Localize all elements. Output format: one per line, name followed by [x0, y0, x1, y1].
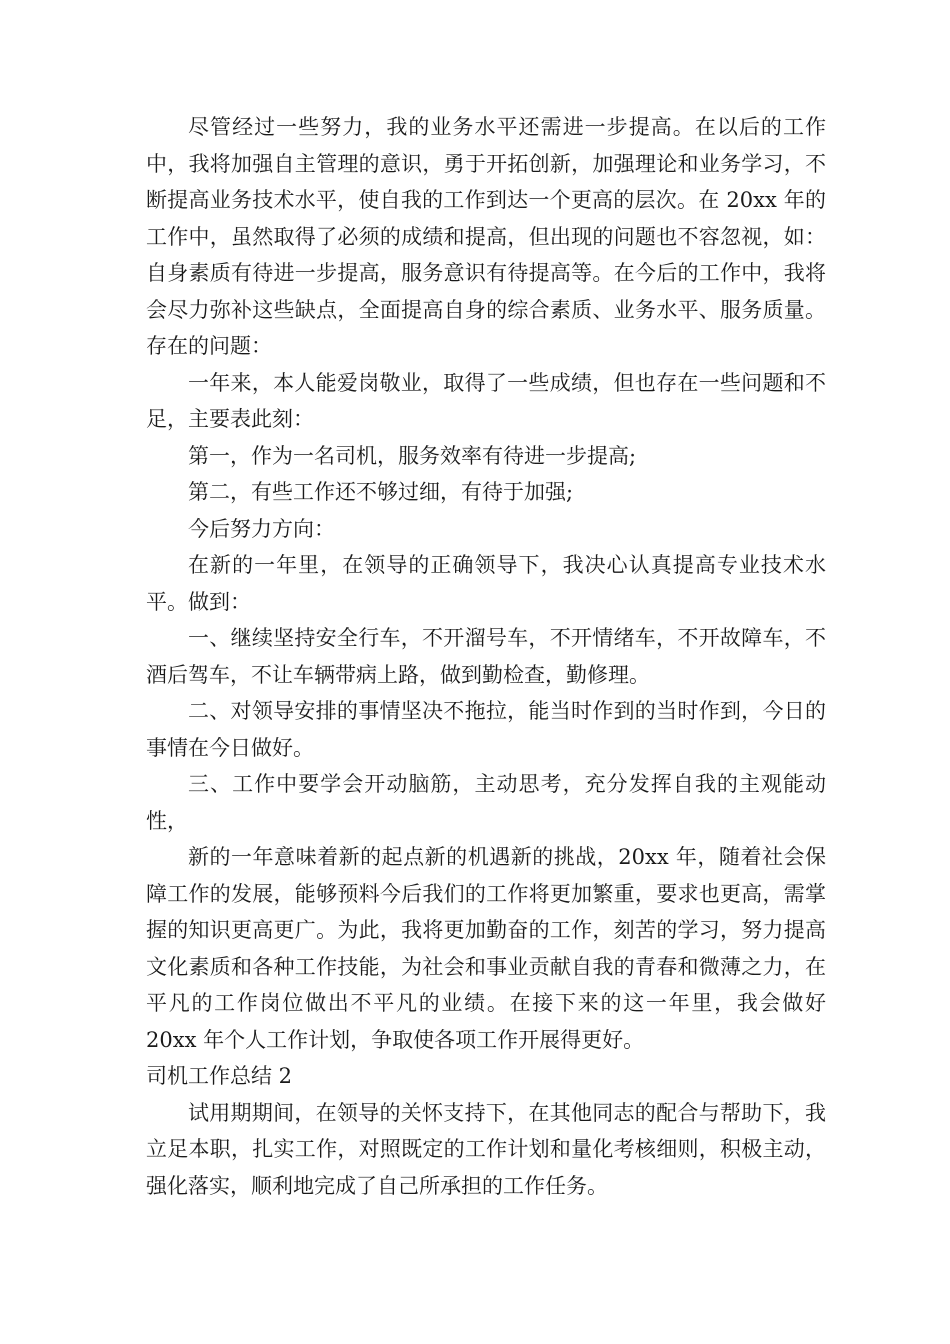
paragraph-issue-second: 第二，有些工作还不够过细，有待于加强; — [188, 480, 574, 504]
paragraph-point-one: 一、继续坚持安全行车，不开溜号车，不开情绪车，不开故障车，不酒后驾车，不让车辆带病上路，做到勤检查，勤修理。 — [146, 626, 826, 687]
paragraph-issue-first: 第一，作为一名司机，服务效率有待进一步提高; — [188, 443, 637, 468]
paragraph-point-two: 二、对领导安排的事情坚决不拖拉，能当时作到的当时作到，今日的事情在今日做好。 — [146, 699, 826, 760]
document-body — [146, 109, 826, 1204]
section-heading: 司机工作总结 2 — [146, 1064, 293, 1088]
paragraph-self-improvement: 尽管经过一些努力，我的业务水平还需进一步提高。在以后的工作中，我将加强自主管理的意识，勇于开拓创新，加强理论和业务学习，不断提高业务技术水平，使自我的工作到达一个更高的层次。在 20xx 年的工作中，虽然取得了必须的成绩和提高，但出现的问题也不容忽视，如：自身素质有待进一步提高，服务意识有待提高等。在今后的工作中，我将会尽力弥补这些缺点，全面提高自身的综合素质、业务水平、服务质量。存在的问题： — [146, 115, 826, 358]
paragraph-new-year-goal: 在新的一年里，在领导的正确领导下，我决心认真提高专业技术水平。做到： — [146, 553, 826, 614]
paragraph-future-direction: 今后努力方向： — [188, 516, 335, 541]
paragraph-new-year-outlook: 新的一年意味着新的起点新的机遇新的挑战，20xx 年，随着社会保障工作的发展，能够预料今后我们的工作将更加繁重，要求也更高，需掌握的知识更高更广。为此，我将更加勤奋的工作，刻苦的学习，努力提高文化素质和各种工作技能，为社会和事业贡献自我的青春和微薄之力，在平凡的工作岗位做出不平凡的业绩。在接下来的这一年里，我会做好 20xx 年个人工作计划，争取使各项工作开展得更好。 — [146, 845, 826, 1052]
paragraph-point-three: 三、工作中要学会开动脑筋，主动思考，充分发挥自我的主观能动性， — [146, 772, 826, 833]
paragraph-year-review: 一年来，本人能爱岗敬业，取得了一些成绩，但也存在一些问题和不足，主要表此刻： — [146, 370, 826, 431]
paragraph-probation-summary: 试用期期间，在领导的关怀支持下，在其他同志的配合与帮助下，我立足本职，扎实工作，对照既定的工作计划和量化考核细则，积极主动，强化落实，顺利地完成了自己所承担的工作任务。 — [146, 1100, 826, 1198]
